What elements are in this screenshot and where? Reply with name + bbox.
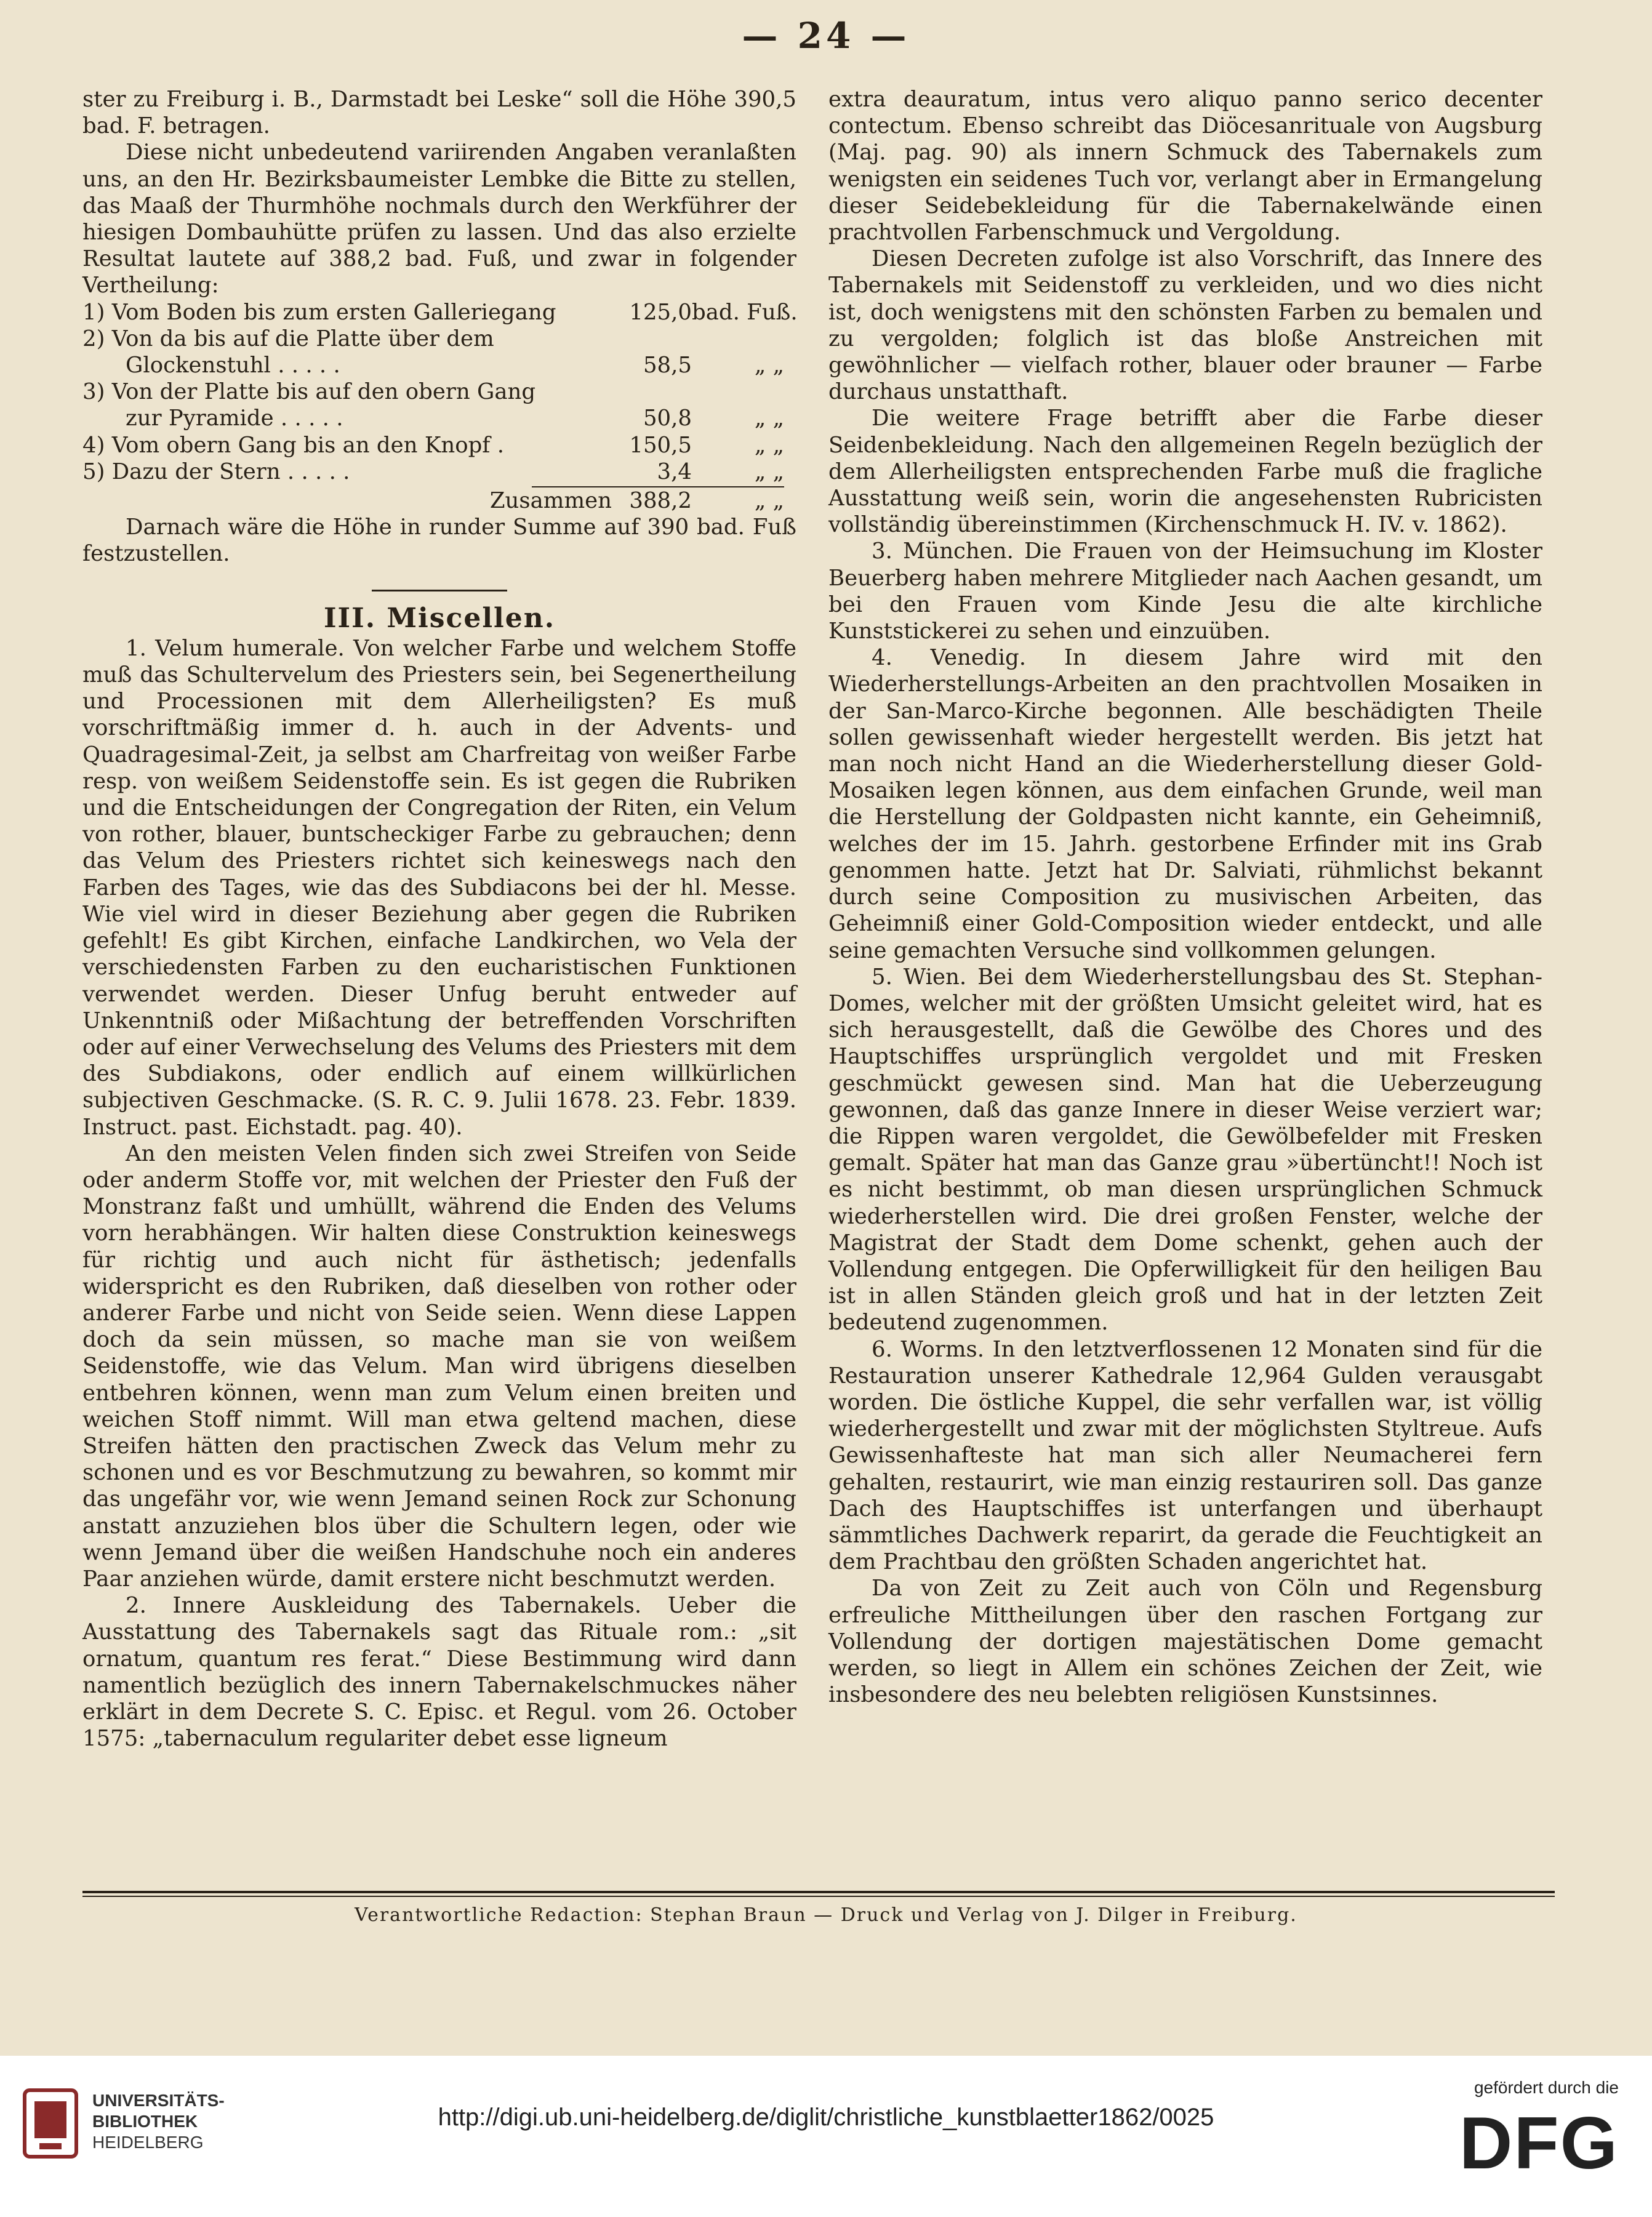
- paragraph: Die weitere Frage betrifft aber die Farbe dieser Seidenbekleidung. Nach den allgemeinen Regeln bezüglich der dem Allerheiligsten entsprechenden Farbe muß die fragliche Ausstattung weiß sein, worin die angesehensten Rubricisten vollständig übereinstimmen (Kirchenschmuck H. IV. v. 1862).: [828, 406, 1542, 538]
- institution-line: UNIVERSITÄTS-: [92, 2091, 225, 2110]
- section-divider: [372, 590, 507, 591]
- table-value: [618, 379, 692, 405]
- table-row: [82, 352, 796, 379]
- table-label: 4) Vom obern Gang bis an den Knopf .: [82, 432, 505, 458]
- table-row: [82, 326, 796, 352]
- table-row: [82, 432, 796, 459]
- table-row: [82, 459, 796, 485]
- table-unit: [692, 379, 796, 405]
- paragraph: 5. Wien. Bei dem Wiederherstellungsbau des St. Stephan-Domes, welcher mit der größten Umsicht geleitet wird, hat es sich herausgestellt, daß die Gewölbe des Chores und des Hauptschiffes ursprünglich vergoldet und mit Fresken geschmückt gewesen sind. Man hat die Ueberzeugung gewonnen, daß das ganze Innere in dieser Weise verziert war; die Rippen waren vergoldet, die Gewölbefelder mit Fresken gemalt. Später hat man das Ganze grau »übertüncht!! Noch ist es nicht bestimmt, ob man diesen ursprünglichen Schmuck wiederherstellen wird. Die drei großen Fenster, welche der Magistrat der Stadt dem Dome schenkt, gehen auch der Vollendung entgegen. Die Opferwilligkeit für den heiligen Bau ist in allen Ständen gleich groß und hat in der letzten Zeit bedeutend zugenommen.: [828, 964, 1542, 1336]
- total-value: 388,2: [629, 488, 692, 514]
- paragraph: Diese nicht unbedeutend variirenden Angaben veranlaßten uns, an den Hr. Bezirksbaumeister Lembke die Bitte zu stellen, das Maaß der Thurmhöhe nochmals durch den Werkführer der hiesigen Dombauhütte prüfen zu lassen. Und das also erzielte Resultat lautete auf 388,2 bad. Fuß, und zwar in folgender Vertheilung:: [82, 140, 796, 299]
- table-row: [82, 299, 796, 326]
- total-unit: „ „: [754, 488, 784, 514]
- paragraph: Diesen Decreten zufolge ist also Vorschrift, das Innere des Tabernakels mit Seidenstoff zu verkleiden, und wo dies nicht ist, doch wenigstens mit den schönsten Farben zu bemalen und zu vergolden; folglich ist das bloße Anstreichen mit gewöhnlicher — vielfach rother, blauer oder brauner — Farbe durchaus unstatthaft.: [828, 246, 1542, 405]
- paragraph: Da von Zeit zu Zeit auch von Cöln und Regensburg erfreuliche Mittheilungen über den raschen Fortgang zur Vollendung der dortigen majestätischen Dome gemacht werden, so liegt in Allem ein schönes Zeichen der Zeit, wie insbesondere des neu belebten religiösen Kunstsinnes.: [828, 1576, 1542, 1708]
- paragraph: 6. Worms. In den letztverflossenen 12 Monaten sind für die Restauration unserer Kathedrale 12,964 Gulden verausgabt worden. Die östliche Kuppel, die sehr verfallen war, ist völlig wiederhergestellt und zwar mit der möglichsten Styltreue. Aufs Gewissenhafteste hat man sich aller Neumacherei fern gehalten, restaurirt, wie man einzig restauriren soll. Das ganze Dach des Hauptschiffes ist unterfangen und überhaupt sämmtliches Dachwerk reparirt, da gerade die Feuchtigkeit an dem Prachtbau den größten Schaden angerichtet hat.: [828, 1336, 1542, 1575]
- paragraph: 4. Venedig. In diesem Jahre wird mit den Wiederherstellungs-Arbeiten an den prachtvollen Mosaiken in der San-Marco-Kirche begonnen. Alle beschädigten Theile sollen gewissenhaft wieder hergestellt werden. Bis jetzt hat man noch nicht Hand an die Wiederherstellung dieser Gold-Mosaiken legen können, aus dem einfachen Grunde, weil man die Herstellung der Goldpasten nicht kannte, ein Geheimniß, welches der im 15. Jahrh. gestorbene Erfinder mit ins Grab genommen hatte. Jetzt hat Dr. Salviati, rühmlichst bekannt durch seine Composition zu musivischen Arbeiten, das Geheimniß einer Gold-Composition wieder entdeckt, und alle seine gemachten Versuche sind vollkommen gelungen.: [828, 645, 1542, 963]
- paragraph: ster zu Freiburg i. B., Darmstadt bei Leske“ soll die Höhe 390,5 bad. F. betragen.: [82, 87, 796, 139]
- table-unit: „ „: [754, 353, 784, 379]
- right-column: [828, 86, 1542, 1708]
- table-unit: „ „: [754, 432, 784, 458]
- table-label: 2) Von da bis auf die Platte über dem: [82, 326, 494, 351]
- table-label: 1) Vom Boden bis zum ersten Galleriegang: [82, 299, 556, 325]
- table-value: [618, 326, 692, 352]
- institution-line: BIBLIOTHEK: [92, 2112, 198, 2131]
- funded-by-label: gefördert durch die: [1474, 2078, 1619, 2097]
- table-value: 125,0: [629, 299, 692, 325]
- table-label: 3) Von der Platte bis auf den obern Gang: [82, 379, 536, 405]
- total-label: Zusammen: [489, 488, 612, 514]
- paragraph: 1. Velum humerale. Von welcher Farbe und welchem Stoffe muß das Schultervelum des Priesters sein, bei Segenertheilung und Processionen mit dem Allerheiligsten? Es muß vorschriftmäßig immer d. h. auch in der Advents- und Quadragesimal-Zeit, ja selbst am Charfreitag von weißer Farbe resp. von weißem Seidenstoffe sein. Es ist gegen die Rubriken und die Entscheidungen der Congregation der Riten, ein Velum von rother, blauer, buntscheckiger Farbe zu gebrauchen; denn das Velum des Priesters richtet sich keineswegs nach den Farben des Tages, wie das des Subdiacons bei der hl. Messe. Wie viel wird in dieser Beziehung aber gegen die Rubriken gefehlt! Es gibt Kirchen, einfache Landkirchen, wo Vela der verschiedensten Farben zu den eucharistischen Funktionen verwendet werden. Dieser Unfug beruht entweder auf Unkenntniß oder Mißachtung der betreffenden Vorschriften oder auf einer Verwechselung des Velums des Priesters mit dem des Subdiakons, oder endlich auf einem willkürlichen subjectiven Geschmacke. (S. R. C. 9. Julii 1678. 23. Febr. 1839. Instruct. past. Eichstadt. pag. 40).: [82, 635, 796, 1140]
- footer-rule: [82, 1891, 1555, 1893]
- imprint-line: Verantwortliche Redaction: Stephan Braun — Druck und Verlag von J. Dilger in Freiburg.: [355, 1904, 1297, 1926]
- table-value: 150,5: [629, 432, 692, 458]
- source-url-link[interactable]: http://digi.ub.uni-heidelberg.de/diglit/christliche_kunstblaetter1862/0025: [438, 2104, 1214, 2131]
- section-title: III. Miscellen.: [323, 602, 556, 634]
- table-row: [82, 405, 796, 431]
- paragraph: extra deauratum, intus vero aliquo panno serico decenter contectum. Ebenso schreibt das Diöcesanrituale von Augsburg (Maj. pag. 90) als innern Schmuck des Tabernakels zum wenigsten ein seidenes Tuch vor, verlangt aber in Ermangelung dieser Seidebekleidung für die Tabernakelwände einen prachtvollen Farbenschmuck und Vergoldung.: [828, 87, 1542, 246]
- table-row: [82, 379, 796, 405]
- table-value: 58,5: [643, 353, 692, 379]
- table-unit: bad. Fuß.: [692, 299, 798, 325]
- table-unit: „ „: [754, 406, 784, 431]
- paragraph: Darnach wäre die Höhe in runder Summe auf 390 bad. Fuß festzustellen.: [82, 515, 796, 567]
- paragraph: An den meisten Velen finden sich zwei Streifen von Seide oder anderm Stoffe vor, mit welchen der Priester den Fuß der Monstranz faßt und umhüllt, während die Enden des Velums vorn herabhängen. Wir halten diese Construktion keineswegs für richtig und auch nicht für ästhetisch; jedenfalls widerspricht es den Rubriken, daß dieselben von rother oder anderer Farbe und nicht von Seide seien. Wenn diese Lappen doch da sein müssen, so mache man sie von weißem Seidenstoffe, wie das Velum. Man wird übrigens dieselben entbehren können, wenn man zum Velum einen breiten und weichen Stoff nimmt. Will man etwa geltend machen, diese Streifen hätten den practischen Zweck das Velum mehr zu schonen und es vor Beschmutzung zu bewahren, so kommt mir das ungefähr vor, wie wenn Jemand seinen Rock zur Schonung anstatt anzuziehen blos über die Schultern legen, oder wie wenn Jemand über die weißen Handschuhe noch ein anderes Paar anziehen würde, damit erstere nicht beschmutzt werden.: [82, 1141, 796, 1592]
- table-value: 3,4: [657, 459, 692, 484]
- dfg-logo: DFG: [1459, 2102, 1619, 2184]
- table-total-row: [82, 487, 796, 514]
- table-label: 5) Dazu der Stern . . . . .: [82, 459, 350, 484]
- table-unit: „ „: [754, 459, 784, 484]
- table-unit: [692, 326, 796, 352]
- table-label: Glockenstuhl . . . . .: [126, 353, 340, 379]
- page-number: — 24 —: [742, 15, 910, 57]
- table-value: 50,8: [643, 406, 692, 431]
- footer-rule-thin: [82, 1896, 1555, 1897]
- paragraph: 2. Innere Auskleidung des Tabernakels. Ueber die Ausstattung des Tabernakels sagt das Rituale rom.: „sit ornatum, quantum res ferat.“ Diese Bestimmung wird dann namentlich bezüglich des innern Tabernakelschmuckes näher erklärt in dem Decrete S. C. Episc. et Regul. vom 26. October 1575: „tabernaculum regulariter debet esse ligneum: [82, 1593, 796, 1752]
- table-label: zur Pyramide . . . . .: [126, 406, 343, 431]
- left-column: [82, 86, 796, 1752]
- institution-line: HEIDELBERG: [92, 2133, 204, 2152]
- digitization-footer-bar: [0, 2056, 1652, 2217]
- paragraph: 3. München. Die Frauen von der Heimsuchung im Kloster Beuerberg haben mehrere Mitglieder nach Aachen gesandt, um bei den Frauen vom Kinde Jesu die alte kirchliche Kunststickerei zu sehen und einzuüben.: [828, 539, 1542, 644]
- height-table: [82, 299, 796, 515]
